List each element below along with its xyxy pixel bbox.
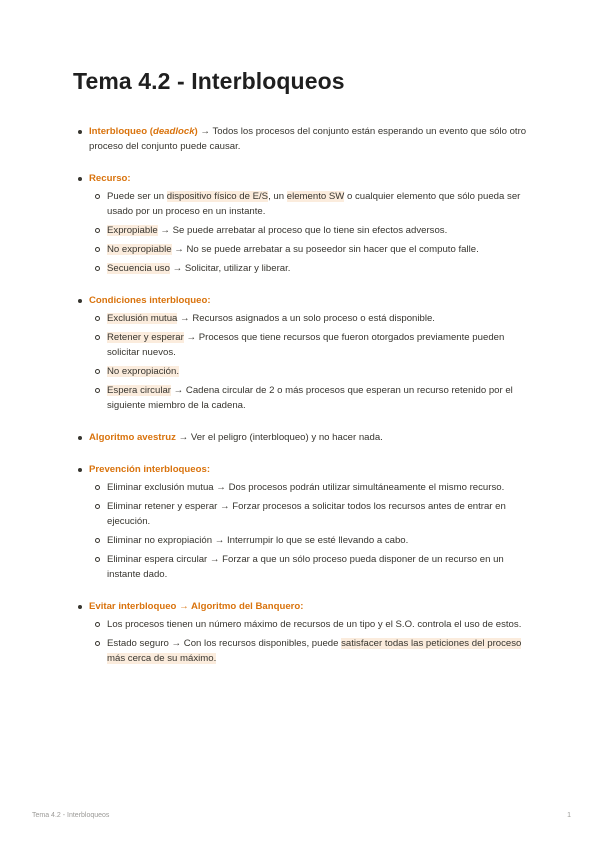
sub-item — [89, 383, 532, 413]
item-text: → Cadena circular de 2 o más procesos que esperan un recurso retenido por el siguiente miembro de la cadena. — [107, 385, 513, 411]
bullet-condiciones — [72, 293, 532, 413]
item-text: → Procesos que tiene recursos que fueron otorgados previamente pueden solicitar nuevos. — [107, 332, 505, 358]
sublist-prevencion — [89, 480, 532, 582]
sub-item: Eliminar espera circular → Forzar a que un sólo proceso pueda disponer de un recurso en un instante dado. — [89, 552, 532, 582]
sublist-condiciones — [89, 311, 532, 413]
definition-text: → Ver el peligro (interbloqueo) y no hacer nada. — [175, 432, 383, 443]
sublist-recurso — [89, 189, 532, 276]
sub-item — [89, 364, 532, 379]
item-text: → No se puede arrebatar a su poseedor sin hacer que el computo falle. — [171, 244, 479, 255]
highlight: dispositivo físico de E/S — [166, 191, 269, 202]
item-text: Puede ser un — [107, 191, 167, 202]
sub-item: Eliminar no expropiación → Interrumpir lo que se esté llevando a cabo. — [89, 533, 532, 548]
sub-item: Eliminar retener y esperar → Forzar procesos a solicitar todos los recursos antes de entrar en ejecución. — [89, 499, 532, 529]
sub-item — [89, 223, 532, 238]
definition-text: → Todos los procesos del conjunto están esperando un evento que sólo otro proceso del conjunto puede causar. — [89, 126, 527, 152]
item-text: → Recursos asignados a un solo proceso o está disponible. — [177, 313, 435, 324]
bullet-avestruz — [72, 430, 532, 445]
term-text: Interbloqueo ( — [89, 126, 153, 137]
bullet-list — [72, 124, 532, 666]
bullet-text — [89, 430, 532, 445]
sublist-banquero — [89, 617, 532, 666]
bullet-banquero — [72, 599, 532, 666]
bullet-prevencion — [72, 462, 532, 582]
highlight: Expropiable — [107, 225, 158, 236]
footer-title: Tema 4.2 - Interbloqueos — [32, 812, 110, 819]
sub-item — [89, 330, 532, 360]
page-title: Tema 4.2 - Interbloqueos — [73, 68, 345, 94]
highlight: Exclusión mutua — [107, 313, 178, 324]
bullet-interbloqueo — [72, 124, 532, 154]
term-italic: deadlock — [152, 126, 195, 137]
item-text: → Solicitar, utilizar y liberar. — [169, 263, 291, 274]
bullet-text — [89, 124, 532, 154]
sub-item: Los procesos tienen un número máximo de recursos de un tipo y el S.O. controla el uso de estos. — [89, 617, 532, 632]
highlight: Retener y esperar — [107, 332, 184, 343]
item-text: , un — [268, 191, 287, 202]
section-heading-prevencion: Prevención interbloqueos: — [89, 464, 211, 475]
sub-item — [89, 189, 532, 219]
section-heading-banquero: Evitar interbloqueo → Algoritmo del Banquero: — [89, 601, 304, 612]
sub-item — [89, 261, 532, 276]
section-heading-condiciones: Condiciones interbloqueo: — [89, 295, 211, 306]
highlight: Secuencia uso — [107, 263, 170, 274]
page-number: 1 — [567, 812, 571, 819]
sub-item — [89, 636, 532, 666]
sub-item: Eliminar exclusión mutua → Dos procesos podrán utilizar simultáneamente el mismo recurso. — [89, 480, 532, 495]
sub-item — [89, 311, 532, 326]
page-content — [72, 124, 532, 683]
term-avestruz: Algoritmo avestruz — [89, 432, 176, 443]
highlight: No expropiación. — [107, 366, 179, 377]
item-text: → Se puede arrebatar al proceso que lo tiene sin efectos adversos. — [157, 225, 448, 236]
term-interbloqueo — [89, 126, 198, 137]
highlight: Espera circular — [107, 385, 171, 396]
bullet-recurso — [72, 171, 532, 276]
highlight: satisfacer todas las peticiones del proceso más cerca de su máximo. — [107, 638, 522, 664]
sub-item — [89, 242, 532, 257]
section-heading-recurso: Recurso: — [89, 173, 131, 184]
highlight: No expropiable — [107, 244, 172, 255]
item-text: o cualquier elemento que sólo pueda ser usado por un proceso en un instante. — [107, 191, 521, 217]
highlight: elemento SW — [286, 191, 345, 202]
item-text: Estado seguro → Con los recursos disponibles, puede — [107, 638, 342, 649]
term-close: ) — [194, 126, 198, 137]
